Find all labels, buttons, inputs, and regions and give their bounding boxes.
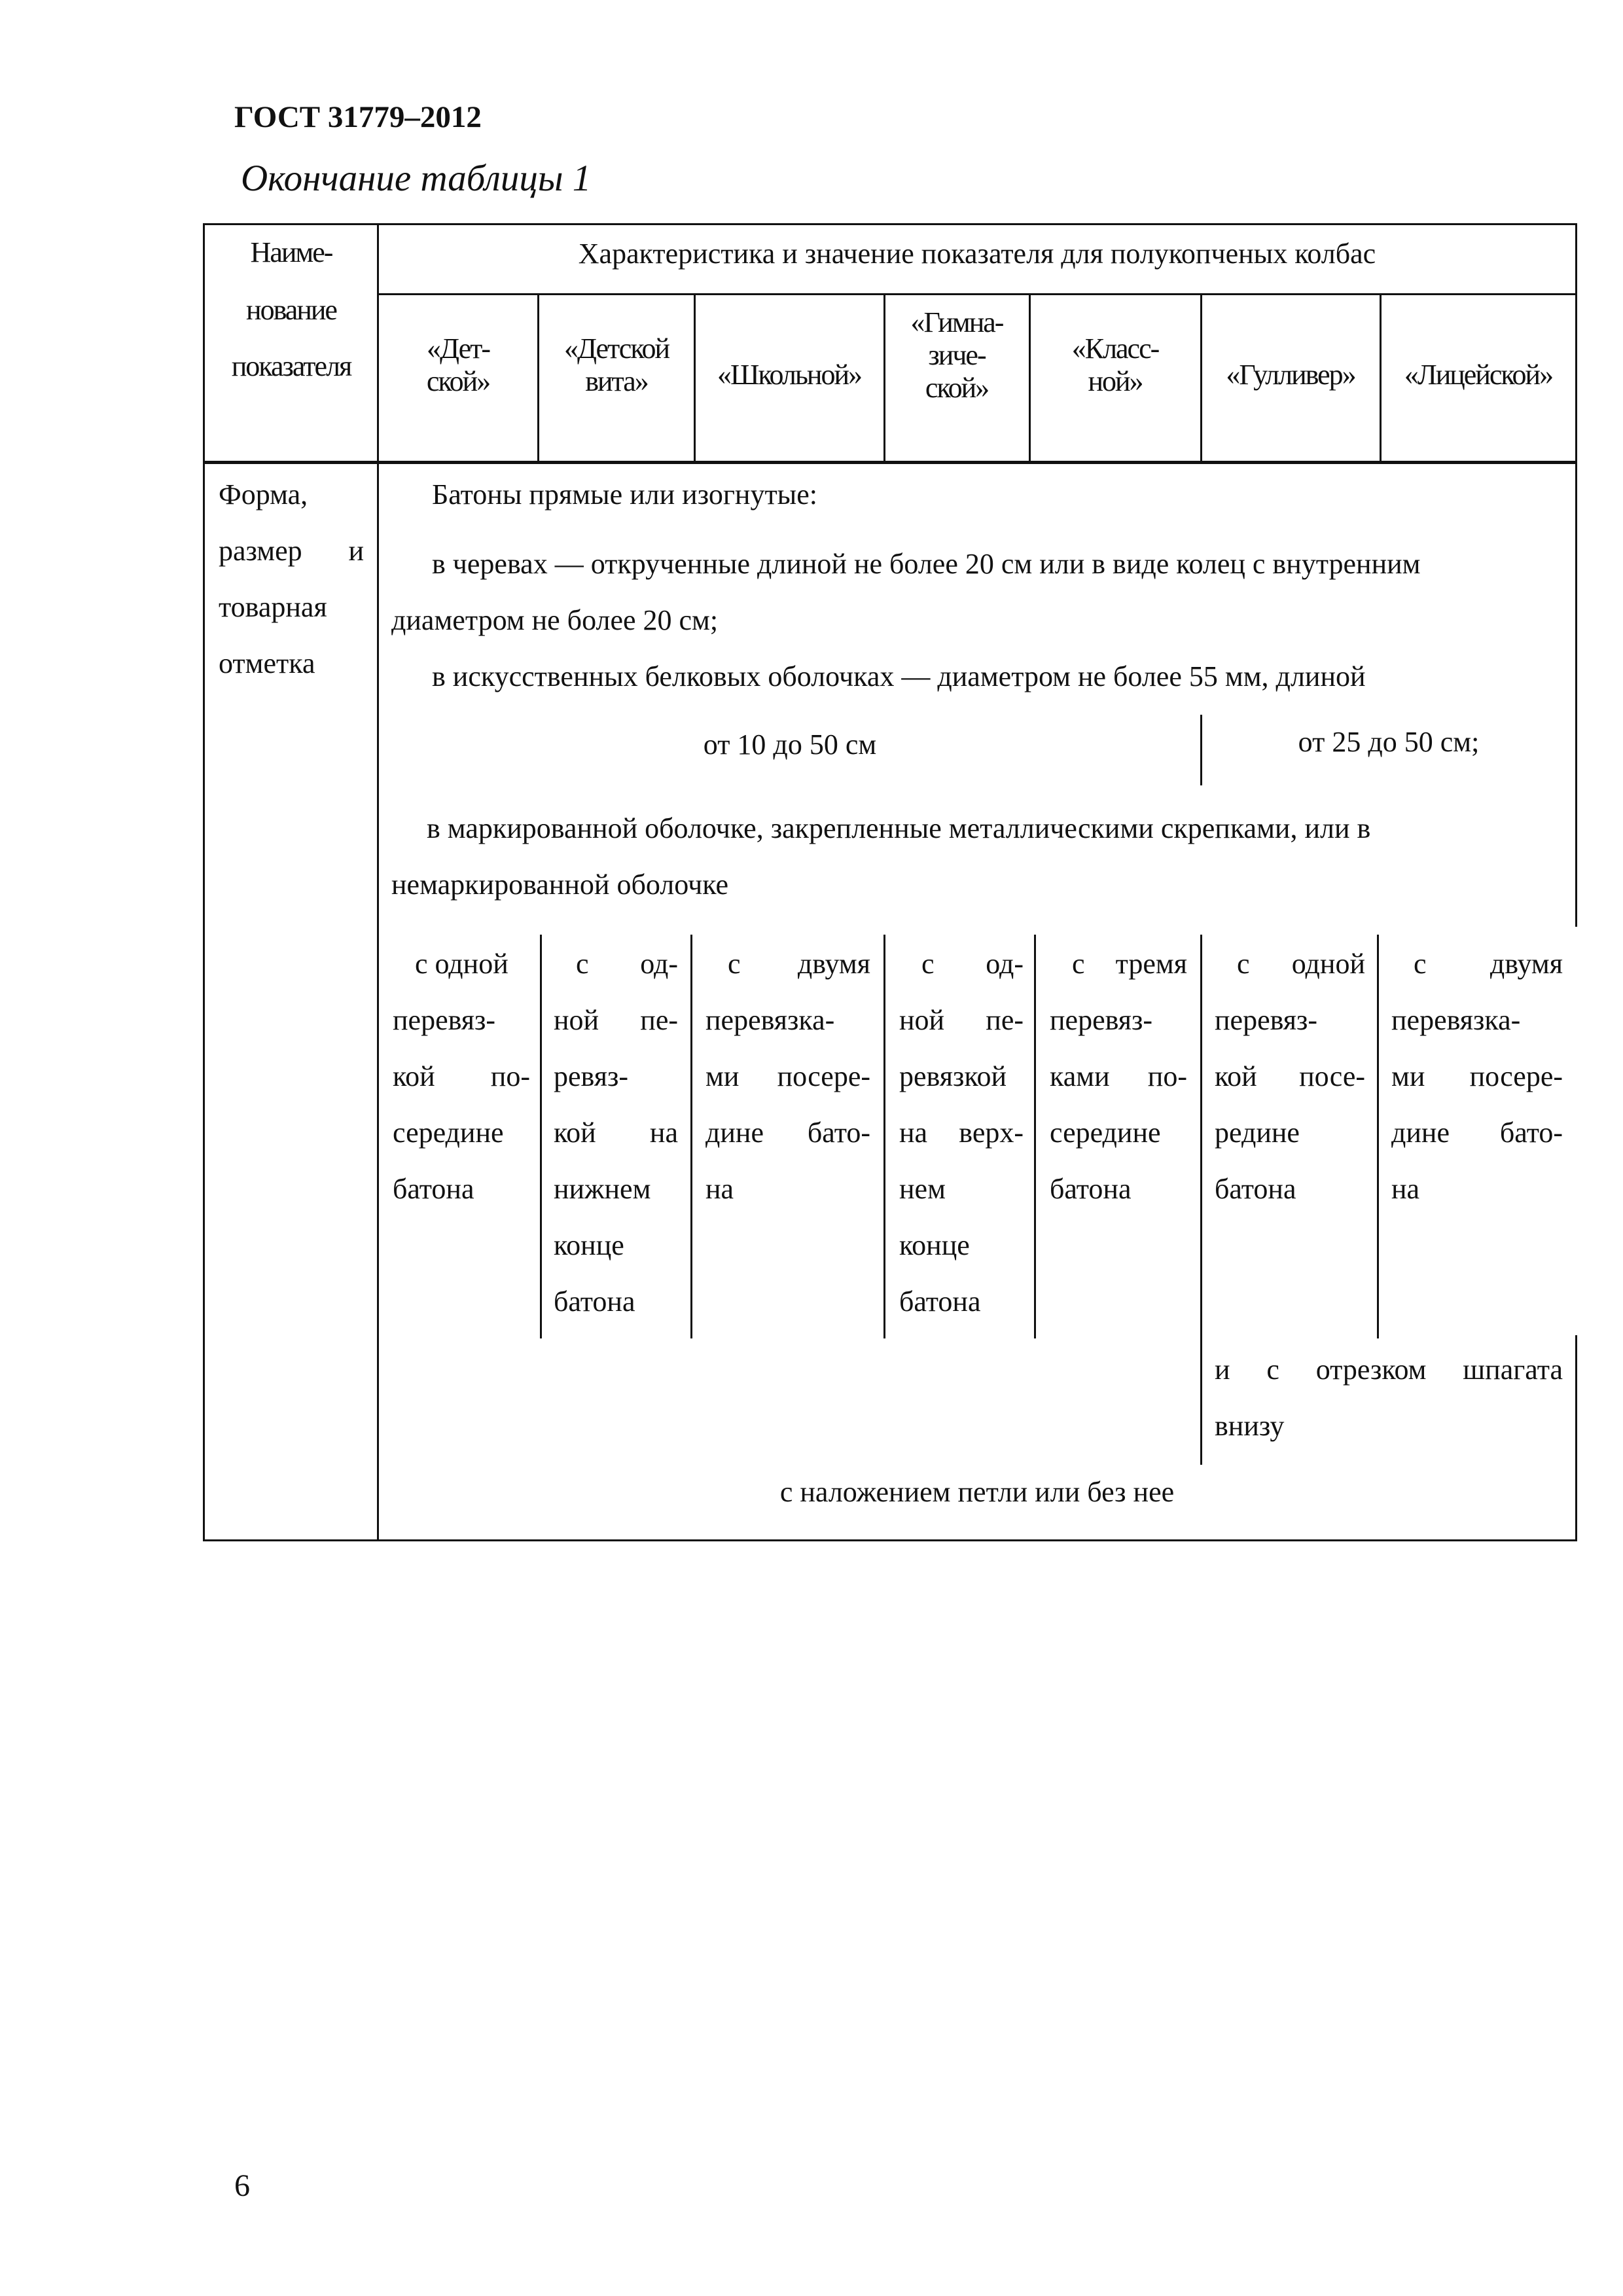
column-header-detskoy-vita: «Детской вита» [563, 332, 669, 397]
row-header-label-line-3: показателя [231, 350, 351, 382]
body-line-diameter-20: диаметром не более 20 см; [391, 604, 719, 636]
table-caption: Окончание таблицы 1 [241, 158, 592, 199]
column-header-shkolnoy: «Школьной» [717, 359, 862, 391]
row-header-label-line-1: Наиме- [250, 236, 332, 268]
row-header-label-line-2: нование [246, 294, 336, 326]
label-column-divider [377, 223, 379, 1541]
column-header-liceyskoy: «Лицейской» [1404, 359, 1553, 391]
row-label-line-2: размер и [219, 535, 364, 567]
column-header-gulliver: «Гулливер» [1226, 359, 1355, 391]
group-header: Характеристика и значение показателя для полукопченых колбас [578, 238, 1376, 270]
ties-col-divider [883, 935, 885, 1338]
ties-col-divider [540, 935, 542, 1338]
column-header-gimnazicheskoy: «Гимна- зиче- ской» [910, 306, 1003, 404]
page-number: 6 [234, 2168, 250, 2203]
table-right-border-lower [1575, 1335, 1577, 1541]
table-left-border [203, 223, 205, 1541]
tie-column-6: с одной перевяз- кой посе- редине батона [1215, 948, 1365, 1205]
table-bottom-border [203, 1539, 1577, 1541]
row-label-line-4: отметка [219, 647, 315, 679]
table-right-border-upper [1575, 223, 1577, 927]
header-bottom-border [203, 461, 1577, 464]
tie-column-3: с двумя перевязка- ми посере- дине бато- на [705, 948, 870, 1205]
tie-column-5: с тремя перевяз- ками по- середине батона [1050, 948, 1187, 1205]
ties-col-divider [1034, 935, 1036, 1338]
loop-note: с наложением петли или без нее [779, 1476, 1175, 1508]
group-header-divider [377, 293, 1577, 295]
document-code: ГОСТ 31779–2012 [234, 100, 482, 134]
ties-col-divider [1377, 935, 1379, 1338]
tie-column-4: с од- ной пе- ревязкой на верх- нем конце батона [899, 948, 1024, 1318]
row-label-line-3: товарная [219, 591, 327, 623]
body-line-unmarked-casing: немаркированной оболочке [391, 869, 729, 901]
column-header-klassnoy: «Класс- ной» [1071, 332, 1159, 397]
tie-column-1: с одной перевяз- кой по- середине батона [393, 948, 530, 1205]
ties-col-divider [690, 935, 692, 1338]
tie-column-7: с двумя перевязка- ми посере- дине бато- на [1391, 948, 1563, 1205]
column-header-detskoy: «Дет- ской» [426, 332, 490, 397]
body-line-artificial-casings: в искусственных белковых оболочках — диаметром не более 55 мм, длиной [432, 660, 1366, 692]
ties-col-divider [1200, 935, 1202, 1465]
body-line-marked-casing: в маркированной оболочке, закрепленные металлическими скрепками, или в [427, 812, 1371, 844]
table-top-border [203, 223, 1577, 225]
body-line-straight-or-curved: Батоны прямые или изогнутые: [432, 478, 817, 511]
length-range-a: от 10 до 50 см [703, 728, 877, 761]
length-range-b: от 25 до 50 см; [1298, 726, 1480, 758]
body-line-casings-natural: в черевах — открученные длиной не более 20 см или в виде колец с внутренним [432, 548, 1421, 580]
tie-column-2: с од- ной пе- ревяз- кой на нижнем конце батона [554, 948, 678, 1318]
row-label-line-1: Форма, [219, 478, 308, 511]
twine-note: и с отрезком шпагата внизу [1215, 1354, 1563, 1442]
